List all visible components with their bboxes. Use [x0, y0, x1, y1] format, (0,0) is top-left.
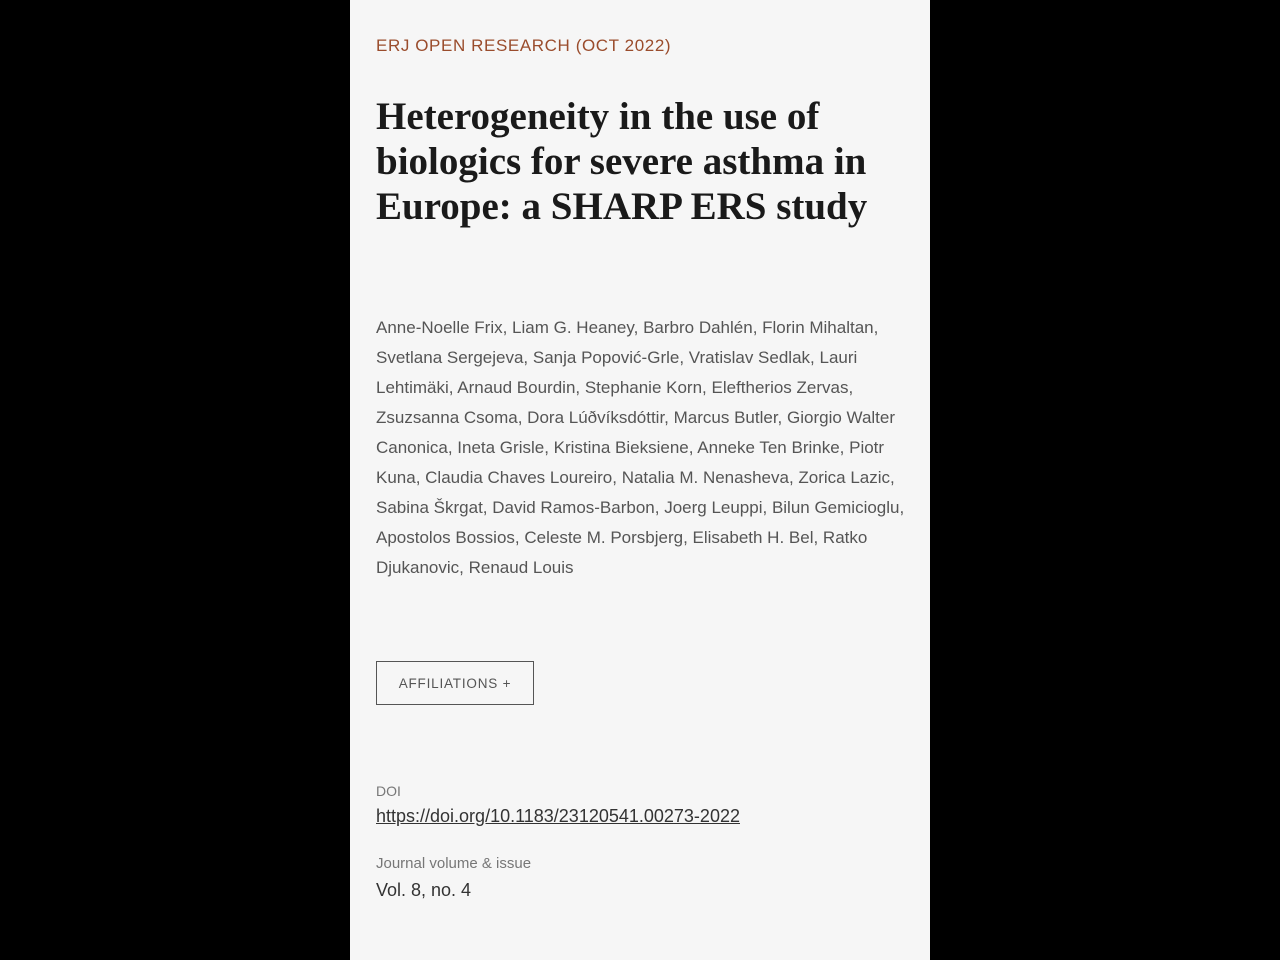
volume-issue-label: Journal volume & issue: [376, 855, 532, 872]
author-list: Anne-Noelle Frix, Liam G. Heaney, Barbro Dahlén, Florin Mihaltan, Svetlana Sergejeva, Sanja Popović-Grle, Vratislav Sedlak, Lauri Lehtimäki, Arnaud Bourdin, Stephanie Korn, Eleftherios Zervas, Zsuzsanna Csoma, Dora Lúðvíksdóttir, Marcus Butler, Giorgio Walter Canonica, Ineta Grisle, Kristina Bieksiene, Anneke Ten Brinke, Piotr Kuna, Claudia Chaves Loureiro, Natalia M. Nenasheva, Zorica Lazic, Sabina Škrgat, David Ramos-Barbon, Joerg Leuppi, Bilun Gemicioglu, Apostolos Bossios, Celeste M. Porsbjerg, Elisabeth H. Bel, Ratko Djukanovic, Renaud Louis: [376, 318, 905, 577]
article-card: [350, 0, 930, 960]
journal-line: ERJ OPEN RESEARCH (OCT 2022): [376, 36, 672, 55]
affiliations-button-label: AFFILIATIONS +: [398, 675, 512, 691]
volume-issue-value: Vol. 8, no. 4: [376, 880, 472, 900]
affiliations-button[interactable]: [376, 661, 534, 705]
doi-label: DOI: [376, 783, 401, 799]
article-title: Heterogeneity in the use of biologics for severe asthma in Europe: a SHARP ERS study: [376, 95, 868, 228]
doi-link[interactable]: https://doi.org/10.1183/23120541.00273-2022: [376, 806, 740, 826]
